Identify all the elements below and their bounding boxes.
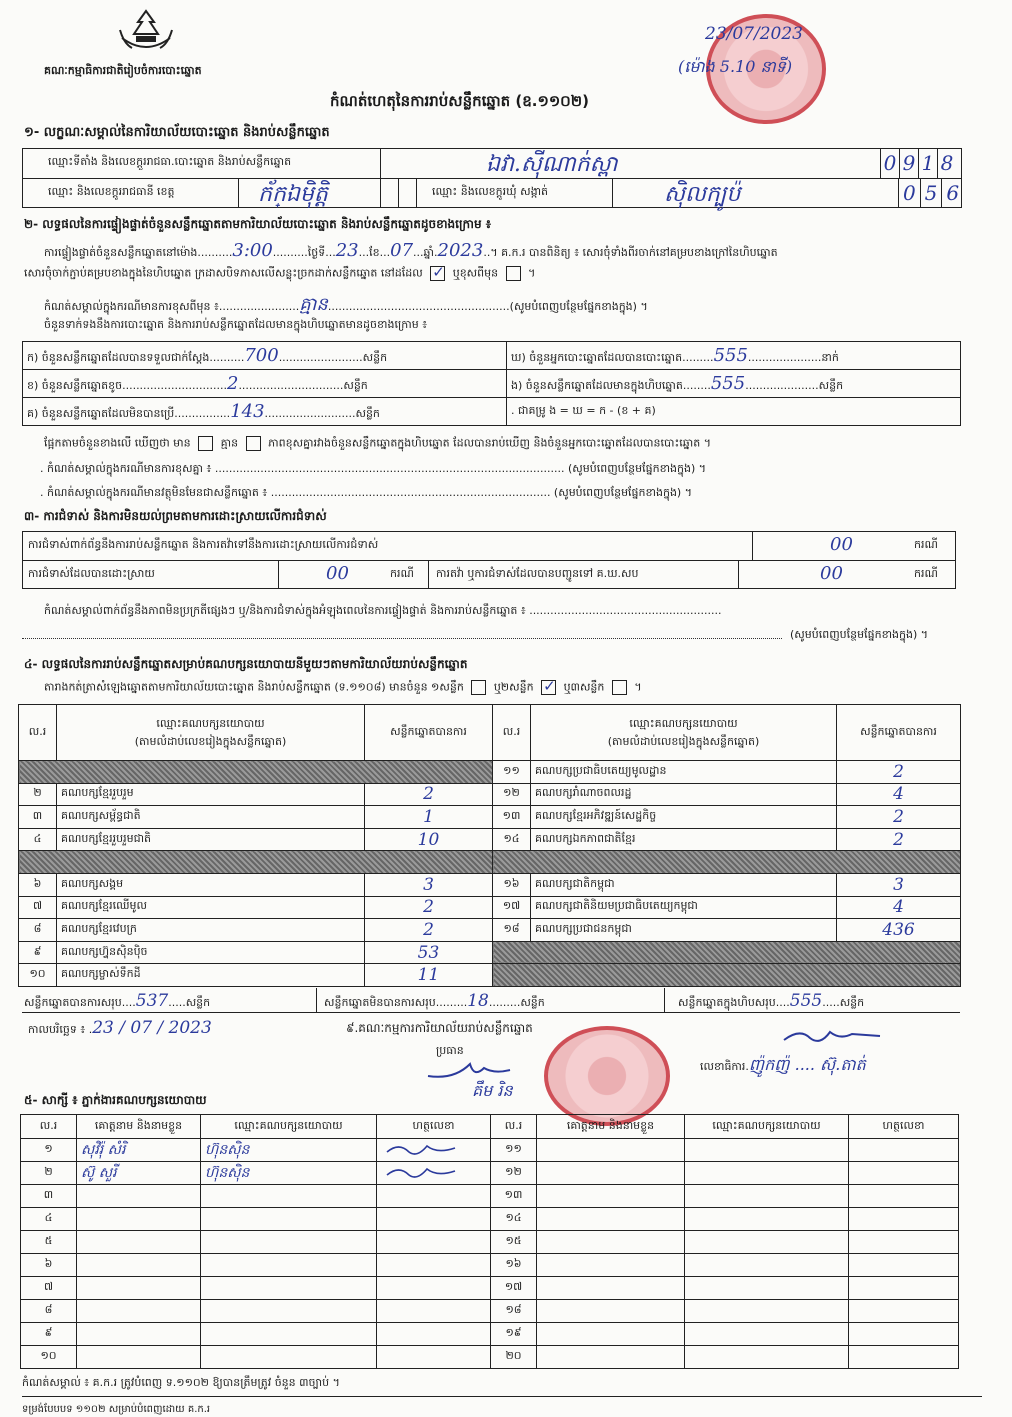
witness-signature[interactable]: [377, 1346, 491, 1369]
witness-name: [537, 1208, 685, 1231]
witness-row: [21, 1162, 959, 1185]
counts-intro: ចំនួនទាក់ទងនឹងការបោះឆ្នោត និងការរាប់សន្លឹកឆ្នោតដែលមានក្នុងហិបឆ្នោតមានដូចខាងក្រោម ៖: [44, 318, 428, 331]
witness-signature[interactable]: [849, 1139, 959, 1162]
forwarded-value: 00: [820, 563, 843, 584]
committee-label: ៩.គណៈកម្មការការិយាល័យរាប់សន្លឹកឆ្នោត: [346, 1021, 533, 1035]
party-number: ១៣: [493, 806, 531, 829]
witness-name: [537, 1139, 685, 1162]
party-number: ១៤: [493, 828, 531, 851]
section4-heading: ៤- លទ្ធផលនៃការរាប់សន្លឹកឆ្នោតសម្រាប់គណបក្សនយោបាយនីមួយៗតាមការិយាល័យរាប់សន្លឹកឆ្នោត: [24, 657, 468, 671]
witness-row: [21, 1185, 959, 1208]
doc-title: កំណត់ហេតុនៃការរាប់សន្លឹកឆ្នោត (ឧ.១១០២): [330, 92, 590, 110]
col-votes-right: សន្លឹកឆ្នោតបានការ: [837, 705, 961, 761]
discrepancy-no-checkbox[interactable]: [246, 436, 261, 451]
witness-number: ១១: [491, 1139, 537, 1162]
party-votes: 2: [365, 919, 493, 942]
witness-party: [685, 1346, 849, 1369]
witness-signature[interactable]: [849, 1231, 959, 1254]
commune-value: ស៊ិលក្បូប៉: [664, 182, 741, 207]
party-votes: 2: [837, 761, 961, 784]
section5-heading: ៥- សាក្សី ៖ ភ្នាក់ងារគណបក្សនយោបាយ: [24, 1093, 207, 1107]
col-votes-left: សន្លឹកឆ្នោតបានការ: [365, 705, 493, 761]
valid-total: 537: [135, 991, 169, 1011]
witness-signature[interactable]: [377, 1300, 491, 1323]
witness-name: [77, 1323, 201, 1346]
witness-number: ១២: [491, 1162, 537, 1185]
counts-table: [22, 341, 961, 426]
party-votes: 10: [365, 828, 493, 851]
stamp-handwritten-date: 23/07/2023: [705, 24, 803, 44]
witness-party: [685, 1300, 849, 1323]
party-number: ៣: [19, 806, 57, 829]
count-b: ខ) ចំនួនសន្លឹកឆ្នោតខូច..............................2..............................សន្លឹក: [23, 370, 507, 398]
emblem: [114, 8, 178, 58]
witness-name: [537, 1300, 685, 1323]
witness-signature[interactable]: [849, 1254, 959, 1277]
party-row: [19, 761, 961, 784]
witness-name: ស៊ូ សួរី: [77, 1162, 201, 1185]
party-votes: 4: [837, 783, 961, 806]
w-col-name-left: គោត្តនាម និងនាមខ្លួន: [77, 1115, 201, 1139]
witness-signature[interactable]: [849, 1323, 959, 1346]
stamp-handwritten-time: (ម៉ោង 5.10 នាទី): [678, 57, 793, 76]
verification-line-2: សោរចុំចាក់ភ្ជាប់គម្របខាងក្នុងនៃហិបឆ្នោត ក្រដាសបិទភាសលើសន្លុះច្រកដាក់សន្លឹកឆ្នោត នៅដដែល ✓ ឬខុសពីមុន ។: [24, 266, 535, 283]
party-votes: 4: [837, 896, 961, 919]
party-row: [19, 806, 961, 829]
witness-signature[interactable]: [377, 1254, 491, 1277]
w-col-no-left: ល.រ: [21, 1115, 77, 1139]
witness-party: [685, 1185, 849, 1208]
section3-heading: ៣- ការជំទាស់ និងការមិនយល់ព្រមតាមការដោះស្រាយលើការជំទាស់: [24, 509, 327, 523]
witness-name: [77, 1208, 201, 1231]
witness-party: [685, 1323, 849, 1346]
witness-number: ១៨: [491, 1300, 537, 1323]
witness-number: ២០: [491, 1346, 537, 1369]
irregularity-dots: [22, 628, 782, 639]
witness-number: ១៤: [491, 1208, 537, 1231]
emblem-icon: [114, 8, 178, 58]
witness-signature[interactable]: [849, 1346, 959, 1369]
party-votes: 2: [837, 806, 961, 829]
w-col-no-right: ល.រ: [491, 1115, 537, 1139]
witness-name: [537, 1277, 685, 1300]
resolved-value: 00: [326, 563, 349, 584]
w-col-party-right: ឈ្មោះគណបក្សនយោបាយ: [685, 1115, 849, 1139]
party-votes: 2: [837, 828, 961, 851]
verification-line-1: ការផ្ទៀងផ្ទាត់ចំនួនសន្លឹកឆ្នោតនៅម៉ោង..........3:00..........ថ្ងៃទី...23...ខែ...07...ឆ្នាំ.2023..។ គ.ក.រ បានពិនិត្យ ៖ សោរចុំទាំងពីរចាក់នៅគម្របខាងក្រៅនៃហិបឆ្នោត: [44, 240, 778, 261]
party-number: ១១: [493, 761, 531, 784]
witness-name: [537, 1162, 685, 1185]
party-row: [19, 828, 961, 851]
two-sheet-checkbox[interactable]: [541, 680, 556, 695]
secretary-signature-mark: [780, 1022, 890, 1052]
shaded-cell: [493, 964, 961, 987]
witness-signature[interactable]: [377, 1323, 491, 1346]
witness-row: [21, 1277, 959, 1300]
footer-code: ទម្រង់បែបបទ ១១០២ សម្រាប់បំពេញដោយ គ.ក.រ: [22, 1404, 211, 1415]
witness-number: ៥: [21, 1231, 77, 1254]
col-no-right: ល.រ: [493, 705, 531, 761]
one-sheet-checkbox[interactable]: [471, 680, 486, 695]
col-no-left: ល.រ: [19, 705, 57, 761]
party-name: គណបក្សខ្មែររួបរួមជាតិ: [57, 828, 365, 851]
witness-number: ១៣: [491, 1185, 537, 1208]
province-value: ក័ក្ឯម៉ិត្តិ: [258, 182, 328, 207]
witness-party: ហ៊ុនស៊ិន: [201, 1139, 377, 1162]
witness-name: [77, 1185, 201, 1208]
date-line: កាលបរិច្ឆេទ ៖ .23 / 07 / 2023: [28, 1018, 212, 1038]
witness-number: ៧: [21, 1277, 77, 1300]
chair-signature-mark: [424, 1056, 514, 1086]
witness-signature[interactable]: [377, 1277, 491, 1300]
witness-name: [77, 1277, 201, 1300]
witness-party: [201, 1231, 377, 1254]
witness-party: [201, 1323, 377, 1346]
party-name: គណបក្សខ្មែរវេបក្រ: [57, 919, 365, 942]
location-name-value: ឯវា.ស៊ីណាក់ស្ពា: [486, 152, 618, 177]
witness-party: [685, 1277, 849, 1300]
witness-row: [21, 1208, 959, 1231]
witness-signature[interactable]: [377, 1231, 491, 1254]
party-number: ១៧: [493, 896, 531, 919]
witness-number: ៤: [21, 1208, 77, 1231]
witness-party: [685, 1162, 849, 1185]
witness-name: [77, 1300, 201, 1323]
party-number: ៩: [19, 941, 57, 964]
discrepancy-yes-checkbox[interactable]: [198, 436, 213, 451]
witness-row: [21, 1346, 959, 1369]
witness-table: [20, 1114, 959, 1369]
party-name: គណបក្សឯកភាពជាតិខ្មែរ: [531, 828, 837, 851]
witness-row: [21, 1300, 959, 1323]
resolved-label: ការជំទាស់ដែលបានដោះស្រាយ: [28, 567, 155, 580]
party-name: គណបក្សប្រជាធិបតេយ្យមូលដ្ឋាន: [531, 761, 837, 784]
shaded-cell: [19, 761, 493, 784]
witness-signature[interactable]: [849, 1300, 959, 1323]
chair-label: ប្រធាន: [436, 1044, 464, 1057]
witness-row: [21, 1323, 959, 1346]
w-col-party-left: ឈ្មោះគណបក្សនយោបាយ: [201, 1115, 377, 1139]
witness-party: [201, 1300, 377, 1323]
section2-heading: ២- លទ្ធផលនៃការផ្ទៀងផ្ទាត់ចំនួនសន្លឹកឆ្នោតតាមការិយាល័យបោះឆ្នោត និងរាប់សន្លឹកឆ្នោតដូចខាងក្រោម ៖: [24, 217, 492, 231]
party-number: ១០: [19, 964, 57, 987]
foreign-object-note: . កំណត់សម្គាល់ក្នុងករណីមានវត្ថុមិនមែនជាសន្លឹកឆ្នោត ៖ ................................................................................ (សូមបំពេញបន្ថែមផ្នែកខាងក្នុង) ។: [40, 486, 692, 499]
witness-party: [685, 1208, 849, 1231]
witness-number: ៩: [21, 1323, 77, 1346]
witness-name: [537, 1231, 685, 1254]
province-label: ឈ្មោះ និងលេខក្តូររាជធានី ខេត្ត: [48, 185, 175, 198]
party-number: ៤: [19, 828, 57, 851]
witness-signature[interactable]: [377, 1162, 491, 1185]
party-number: ៧: [19, 896, 57, 919]
witness-number: ១៦: [491, 1254, 537, 1277]
resolved-unit: ករណី: [390, 567, 414, 580]
objection-unit: ករណី: [914, 538, 938, 551]
party-name: គណបក្សជាតិនិយមប្រជាធិបតេយ្យកម្ពុជា: [531, 896, 837, 919]
location-code: 0 9 1 8: [880, 148, 963, 178]
party-number: ១៨: [493, 919, 531, 942]
party-votes: 3: [365, 873, 493, 896]
party-name: គណបក្សម្ចាស់ទឹកដី: [57, 964, 365, 987]
witness-party: [201, 1277, 377, 1300]
party-votes: 11: [365, 964, 493, 987]
verification-note: កំណត់សម្គាល់ក្នុងករណីមានការខុសពីមុន ៖.......................គ្មាន....................................................(សូមបំពេញបន្ថែមផ្នែកខាងក្នុង) ។: [44, 294, 648, 315]
witness-number: ១៥: [491, 1231, 537, 1254]
party-votes: 2: [365, 783, 493, 806]
witness-number: ១៧: [491, 1277, 537, 1300]
witness-signature[interactable]: [849, 1185, 959, 1208]
witness-name: [77, 1231, 201, 1254]
witness-number: ១: [21, 1139, 77, 1162]
discrepancy-note: . កំណត់សម្គាល់ក្នុងករណីមានការខុសគ្នា ៖ .................................................................................................... (សូមបំពេញបន្ថែមផ្នែកខាងក្នុង) ។: [40, 462, 707, 475]
witness-party: [201, 1208, 377, 1231]
w-col-sign-right: ហត្ថលេខា: [849, 1115, 959, 1139]
official-stamp-bottom: [544, 1026, 670, 1126]
party-row: [19, 896, 961, 919]
witness-party: [685, 1139, 849, 1162]
invalid-total: 18: [467, 991, 489, 1011]
party-row: [19, 873, 961, 896]
shaded-cell: [493, 851, 961, 874]
irregularity-hint: (សូមបំពេញបន្ថែមផ្នែកខាងក្នុង) ។: [790, 628, 929, 641]
unchanged-checkbox[interactable]: [430, 266, 445, 281]
party-name: គណបក្សរាំណាចពលរដ្ឋ: [531, 783, 837, 806]
changed-checkbox[interactable]: [506, 266, 521, 281]
irregularity-note: កំណត់សម្គាល់ពាក់ព័ន្ធនឹងភាពមិនប្រក្រតីផ្សេងៗ ឬ/និងការជំទាស់ក្នុងអំឡុងពេលនៃការផ្ទៀងផ្ទាត់ និងការរាប់សន្លឹកឆ្នោត ៖ .......................................................: [44, 604, 722, 617]
shaded-cell: [493, 941, 961, 964]
footer-note: កំណត់សម្គាល់ ៖ គ.ក.រ ត្រូវបំពេញ ទ.១១០២ ឱ្យបានត្រឹមត្រូវ ចំនួន ៣ច្បាប់ ។: [22, 1376, 340, 1389]
party-votes: 2: [365, 896, 493, 919]
party-number: ៦: [19, 873, 57, 896]
witness-name: [77, 1346, 201, 1369]
witness-number: ៣: [21, 1185, 77, 1208]
witness-name: [77, 1254, 201, 1277]
party-row: [19, 919, 961, 942]
party-row: [19, 964, 961, 987]
party-number: ២: [19, 783, 57, 806]
party-name: គណបក្សសង្គម: [57, 873, 365, 896]
witness-name: សុវិរ៉ុ សំរិ: [77, 1139, 201, 1162]
witness-signature[interactable]: [849, 1208, 959, 1231]
w-col-sign-left: ហត្ថលេខា: [377, 1115, 491, 1139]
witness-number: ២: [21, 1162, 77, 1185]
witness-name: [537, 1323, 685, 1346]
witness-signature[interactable]: [377, 1139, 491, 1162]
witness-party: [201, 1346, 377, 1369]
party-name: គណបក្សខ្មែររួបរួម: [57, 783, 365, 806]
party-name: គណបក្សហ្វ៊ុនស៊ិនប៉ិច: [57, 941, 365, 964]
witness-name: [537, 1185, 685, 1208]
signature-scribble: [381, 1163, 461, 1181]
party-name: គណបក្សសម្ព័ន្ធជាតិ: [57, 806, 365, 829]
totals-row: សន្លឹកឆ្នោតបានការសរុប....537.....សន្លឹក សន្លឹកឆ្នោតមិនបានការសរុប.........18.........សន្លឹក សន្លឹកឆ្នោតក្នុងហិបសរុប....555.....សន្លឹក: [22, 988, 960, 1012]
party-number: ១៦: [493, 873, 531, 896]
witness-row: [21, 1231, 959, 1254]
party-name: គណបក្សជាតិកម្ពុជា: [531, 873, 837, 896]
signature-scribble: [381, 1140, 461, 1158]
party-name: គណបក្សប្រជាជនកម្ពុជា: [531, 919, 837, 942]
count-a: ក) ចំនួនសន្លឹកឆ្នោតដែលបានទទួលជាក់ស្តែង..........700........................សន្លឹក: [23, 342, 507, 370]
chair-signature: គឹម រិន: [472, 1081, 513, 1100]
party-votes: 436: [837, 919, 961, 942]
witness-row: [21, 1139, 959, 1162]
location-name-label: ឈ្មោះទីតាំង និងលេខក្តួររាជធា.បោះឆ្នោត និងរាប់សន្លឹកឆ្នោត: [48, 155, 292, 168]
witness-number: ៨: [21, 1300, 77, 1323]
count-e: ង) ចំនួនសន្លឹកឆ្នោតដែលមានក្នុងហិបឆ្នោត........555.....................សន្លឹក: [507, 370, 961, 398]
shaded-cell: [19, 851, 493, 874]
count-c: គ) ចំនួនសន្លឹកឆ្នោតដែលមិនបានប្រើ................143..........................សន្លឹក: [23, 398, 507, 426]
witness-number: ៦: [21, 1254, 77, 1277]
witness-number: ១០: [21, 1346, 77, 1369]
witness-row: [21, 1254, 959, 1277]
commune-code: 0 5 6: [898, 178, 963, 208]
org-name: គណៈកម្មាធិការជាតិរៀបចំការបោះឆ្នោត: [44, 64, 202, 77]
forwarded-label: ការតវ៉ា ឬការជំទាស់ដែលបានបញ្ជូនទៅ គ.ឃ.សប: [436, 567, 639, 580]
party-votes: 3: [837, 873, 961, 896]
party-row: [19, 941, 961, 964]
count-d: ឃ) ចំនួនអ្នកបោះឆ្នោតដែលបានបោះឆ្នោត.........555.....................នាក់: [507, 342, 961, 370]
party-row: [19, 783, 961, 806]
commune-label: ឈ្មោះ និងលេខក្តូរឃុំ សង្កាត់: [432, 185, 549, 198]
col-party-left: ឈ្មោះគណបក្សនយោបាយ (តាមលំដាប់លេខរៀងក្នុងសន្លឹកឆ្នោត): [57, 705, 365, 761]
three-sheet-checkbox[interactable]: [612, 680, 627, 695]
witness-signature[interactable]: [849, 1277, 959, 1300]
party-name: គណបក្សខ្មែរឈើមូល: [57, 896, 365, 919]
witness-party: ហ៊ុនស៊ិន: [201, 1162, 377, 1185]
forwarded-unit: ករណី: [914, 567, 938, 580]
party-row: [19, 851, 961, 874]
objection-value: 00: [830, 534, 853, 555]
secretary-label: លេខាធិការ.ញ៉ូកញ៉ .... ស៊ុ.តាត់: [700, 1055, 866, 1074]
witness-party: [201, 1254, 377, 1277]
count-formula: . ជាគម្រូ ង = ឃ = ក - (ខ + គ): [507, 398, 961, 426]
witness-signature[interactable]: [377, 1185, 491, 1208]
discrepancy-line: ផ្អែកតាមចំនួនខាងលើ ឃើញថា មាន គ្មាន ភាពខុសគ្នារវាងចំនួនសន្លឹកឆ្នោតក្នុងហិបឆ្នោត ដែលបានរាប់ឃើញ និងចំនួនអ្នកបោះឆ្នោតដែលបានបោះឆ្នោត ។: [44, 436, 711, 450]
witness-signature[interactable]: [377, 1208, 491, 1231]
witness-party: [685, 1231, 849, 1254]
witness-name: [537, 1254, 685, 1277]
party-name: គណបក្សខ្មែរអភិវឌ្ឍន៍សេដ្ឋកិច្ច: [531, 806, 837, 829]
objection-label: ការជំទាស់ពាក់ព័ន្ធនឹងការរាប់សន្លឹកឆ្នោត និងការតវ៉ាទៅនឹងការដោះស្រាយលើការជំទាស់: [28, 538, 379, 551]
w-col-name-right: គោត្តនាម និងនាមខ្លួន: [537, 1115, 685, 1139]
party-number: ១២: [493, 783, 531, 806]
witness-party: [201, 1185, 377, 1208]
box-total: 555: [789, 991, 823, 1011]
col-party-right: ឈ្មោះគណបក្សនយោបាយ (តាមលំដាប់លេខរៀងក្នុងសន្លឹកឆ្នោត): [531, 705, 837, 761]
tally-sheet-line: តារាងកត់ត្រាសំឡេងឆ្នោតតាមការិយាល័យបោះឆ្នោត និងរាប់សន្លឹកឆ្នោត (ទ.១១០៨) មានចំនួន ១សន្លឹក ឬ២សន្លឹក ✓ ឬ៣សន្លឹក ។: [44, 680, 642, 697]
party-votes: 53: [365, 941, 493, 964]
witness-name: [537, 1346, 685, 1369]
witness-signature[interactable]: [849, 1162, 959, 1185]
witness-party: [685, 1254, 849, 1277]
witness-number: ១៩: [491, 1323, 537, 1346]
party-votes: 1: [365, 806, 493, 829]
party-results-table: [18, 704, 961, 987]
section1-heading: ១- លក្ខណៈសម្គាល់នៃការិយាល័យបោះឆ្នោត និងរាប់សន្លឹកឆ្នោត: [24, 125, 330, 140]
party-number: ៨: [19, 919, 57, 942]
